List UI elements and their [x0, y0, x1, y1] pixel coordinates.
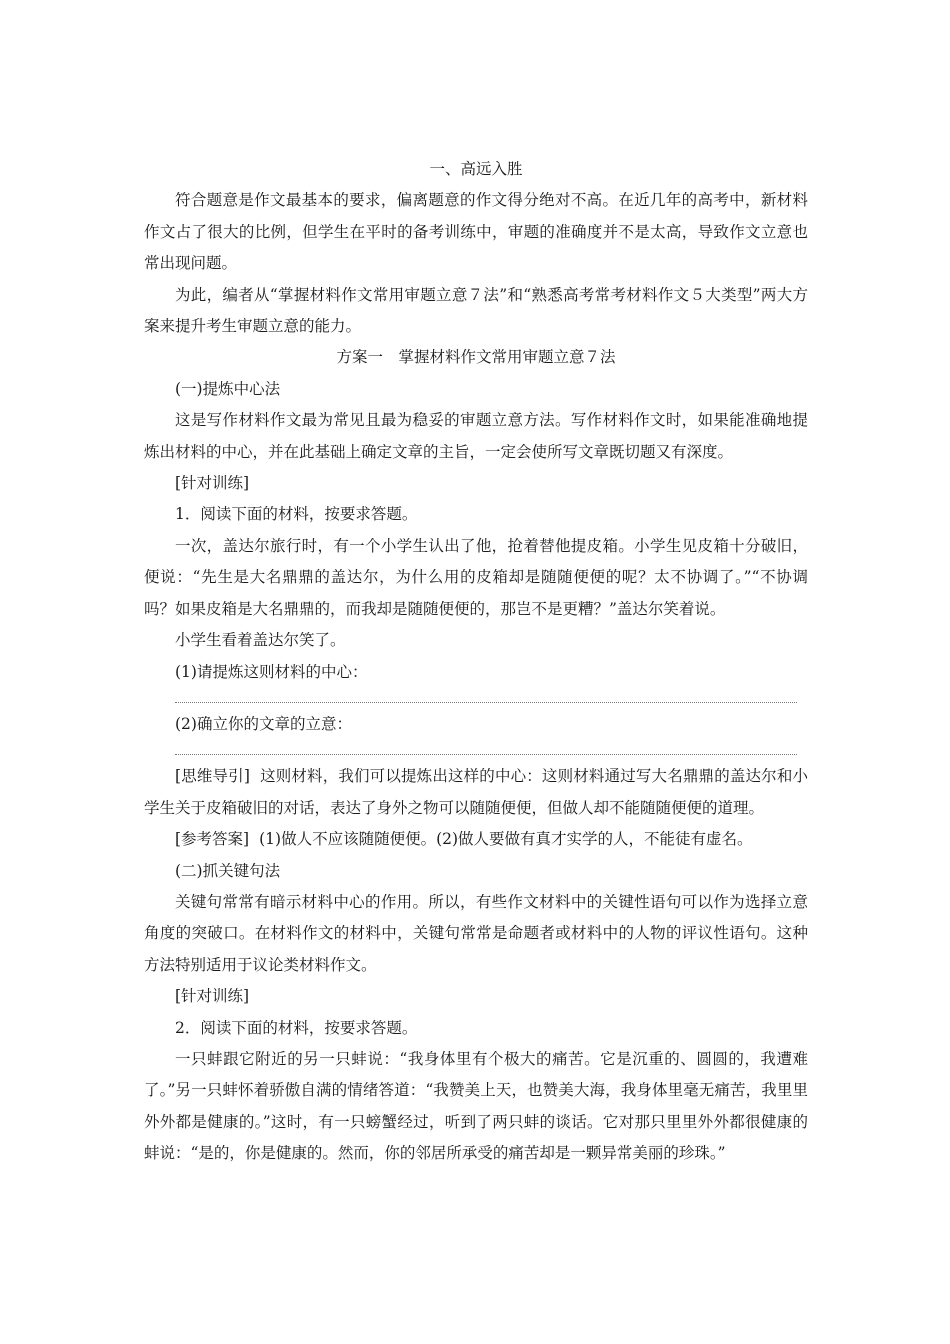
method2-training-label: [针对训练] — [175, 987, 250, 1006]
intro-paragraph-2: 为此，编者从“掌握材料作文常用审题立意７法”和“熟悉高考常考材料作文５大类型”两大方案来提升考生审题立意的能力。 — [144, 285, 808, 336]
method1-training-label: [针对训练] — [175, 474, 250, 493]
answer-line-2[interactable] — [175, 754, 797, 755]
answer-label: [参考答案] — [175, 830, 250, 849]
method2-question-intro: 2．阅读下面的材料，按要求答题。 — [175, 1018, 418, 1037]
intro-paragraph-1: 符合题意是作文最基本的要求，偏离题意的作文得分绝对不高。在近几年的高考中，新材料作文占了很大的比例，但学生在平时的备考训练中，审题的准确度并不是太高，导致作文立意也常出现问题。 — [144, 191, 808, 273]
guide-text: 这则材料，我们可以提炼出这样的中心：这则材料通过写大名鼎鼎的盖达尔和小学生关于皮箱破旧的对话，表达了身外之物可以随随便便，但做人却不能随随便便的道理。 — [144, 767, 808, 817]
method1-answer — [144, 824, 808, 855]
plan-title: 方案一 掌握材料作文常用审题立意７法 — [336, 348, 616, 367]
method1-guide — [144, 761, 808, 824]
document-page — [144, 154, 808, 1170]
method1-question-intro: 1．阅读下面的材料，按要求答题。 — [175, 505, 418, 524]
section-title: 一、高远入胜 — [429, 160, 523, 178]
method1-sub-question-2: (2)确立你的文章的立意： — [175, 714, 352, 733]
method1-sub-question-1: (1)请提炼这则材料的中心： — [175, 662, 368, 681]
method1-material-paragraph-1: 一次，盖达尔旅行时，有一个小学生认出了他，抢着替他提皮箱。小学生见皮箱十分破旧，便说：“先生是大名鼎鼎的盖达尔，为什么用的皮箱却是随随便便的呢？太不协调了。”“不协调吗？如果皮箱是大名鼎鼎的，而我却是随随便便的，那岂不是更糟？”盖达尔笑着说。 — [144, 536, 808, 618]
method2-material-paragraph-1: 一只蚌跟它附近的另一只蚌说：“我身体里有个极大的痛苦。它是沉重的、圆圆的，我遭难了。”另一只蚌怀着骄傲自满的情绪答道：“我赞美上天，也赞美大海，我身体里毫无痛苦，我里里外外都是健康的。”这时，有一只螃蟹经过，听到了两只蚌的谈话。它对那只里里外外都很健康的蚌说：“是的，你是健康的。然而，你的邻居所承受的痛苦却是一颗异常美丽的珍珠。” — [144, 1049, 808, 1163]
method1-heading: (一)提炼中心法 — [175, 379, 281, 398]
guide-label: [思维导引] — [175, 767, 250, 786]
answer-text: (1)做人不应该随随便便。(2)做人要做有真才实学的人，不能徒有虚名。 — [259, 830, 753, 849]
method2-heading: (二)抓关键句法 — [175, 861, 281, 880]
method1-description: 这是写作材料作文最为常见且最为稳妥的审题立意方法。写作材料作文时，如果能准确地提炼出材料的中心，并在此基础上确定文章的主旨，一定会使所写文章既切题又有深度。 — [144, 411, 808, 461]
method2-description: 关键句常常有暗示材料中心的作用。所以，有些作文材料中的关键性语句可以作为选择立意角度的突破口。在材料作文的材料中，关键句常常是命题者或材料中的人物的评议性语句。这种方法特别适用于议论类材料作文。 — [144, 892, 808, 974]
answer-line-1[interactable] — [175, 702, 797, 703]
method1-material-paragraph-2: 小学生看着盖达尔笑了。 — [175, 631, 346, 650]
